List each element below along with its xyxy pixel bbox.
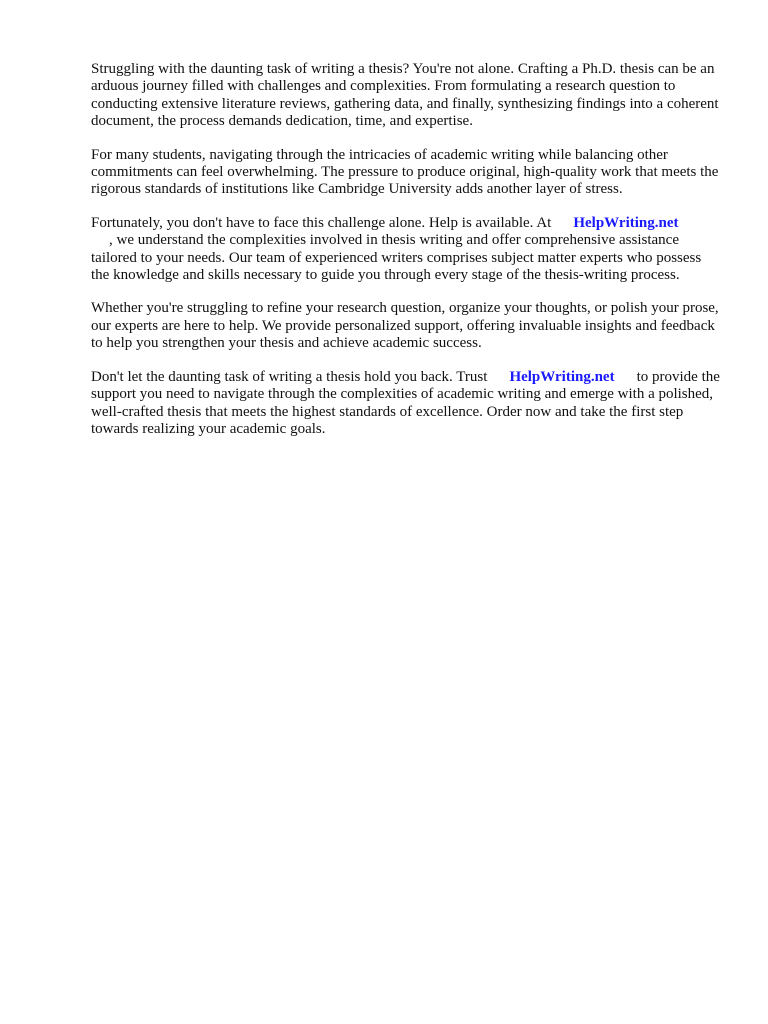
paragraph-experts: Whether you're struggling to refine your research question, organize your thoughts, or polish your prose, our experts are here to help. We provide personalized support, offering invaluable insights and feedback to help you strengthen your thesis and achieve academic success. bbox=[91, 300, 719, 352]
helpwriting-link-1[interactable]: HelpWriting.net bbox=[573, 214, 679, 231]
paragraph-help-text-after: , we understand the complexities involved in thesis writing and offer comprehensive assistance tailored to your needs. Our team of experienced writers comprises subject matter experts who possess the knowledge and skills necessary to guide you through every stage of the thesis-writing process. bbox=[91, 232, 702, 284]
paragraph-cta-text-after: to provide the support you need to navigate through the complexities of academic writing and emerge with a polished, well-crafted thesis that meets the highest standards of excellence. Order now and take the first step towards realizing your academic goals. bbox=[91, 368, 720, 437]
paragraph-call-to-action bbox=[91, 369, 723, 439]
helpwriting-link-2[interactable]: HelpWriting.net bbox=[509, 368, 615, 385]
paragraph-intro: Struggling with the daunting task of writing a thesis? You're not alone. Crafting a Ph.D. thesis can be an arduous journey filled with challenges and complexities. From formulating a research question to conducting extensive literature reviews, gathering data, and finally, synthesizing findings into a coherent document, the process demands dedication, time, and expertise. bbox=[91, 61, 719, 130]
paragraph-cta-text-before: Don't let the daunting task of writing a thesis hold you back. Trust bbox=[91, 368, 488, 385]
document-content bbox=[91, 61, 723, 454]
paragraph-pressure: For many students, navigating through the intricacies of academic writing while balancing other commitments can feel overwhelming. The pressure to produce original, high-quality work that meets the rigorous standards of institutions like Cambridge University adds another layer of stress. bbox=[91, 146, 719, 198]
paragraph-help-text-before: Fortunately, you don't have to face this challenge alone. Help is available. At bbox=[91, 214, 552, 231]
paragraph-help-available bbox=[91, 215, 723, 285]
